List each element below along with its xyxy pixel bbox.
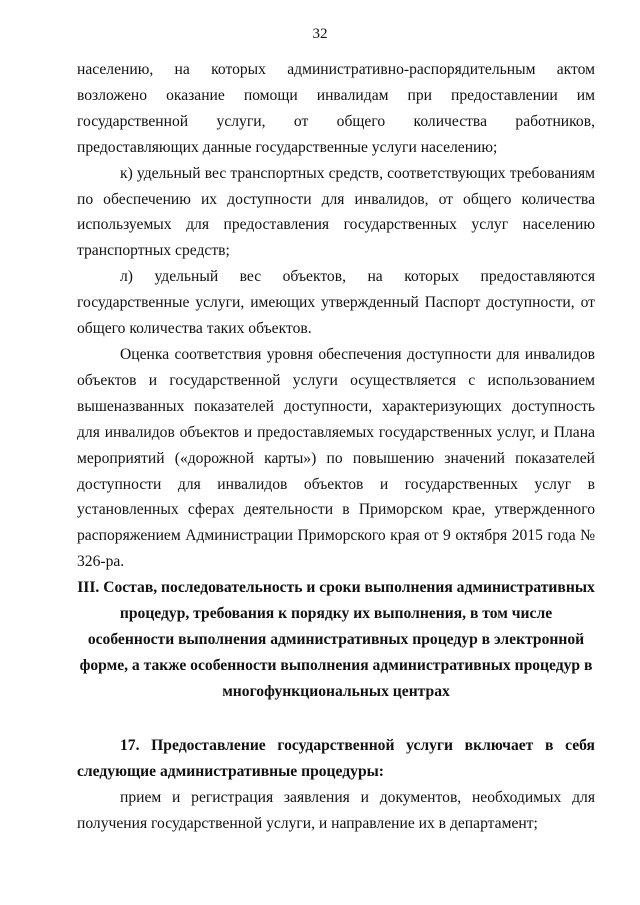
paragraph-item-l: л) удельный вес объектов, на которых предоставляются государственные услуги, имеющих утвержденный Паспорт доступности, от общего количества таких объектов.: [77, 268, 595, 338]
paragraph-item-k: к) удельный вес транспортных средств, соответствующих требованиям по обеспечению их доступности для инвалидов, от общего количества используемых для предоставления государственных услуг населению транспортных средств;: [77, 164, 595, 260]
body-text-upper: [77, 57, 595, 575]
paragraph-assessment: Оценка соответствия уровня обеспечения доступности для инвалидов объектов и государственной услуги осуществляется с использованием вышеназванных показателей доступности, характеризующих доступность для инвалидов объектов и предоставляемых государственных услуг, и Плана мероприятий («дорожной карты») по повышению значений показателей доступности для инвалидов объектов и государственных услуг в установленных сферах деятельности в Приморском крае, утвержденного распоряжением Администрации Приморского края от 9 октября 2015 года № 326-ра.: [77, 345, 595, 571]
clause-17-lead: 17. Предоставление государственной услуги включает в себя следующие административные процедуры:: [77, 737, 595, 780]
body-text-lower: [77, 733, 595, 837]
paragraph-continuation: населению, на которых административно-распорядительным актом возложено оказание помощи инвалидам при предоставлении им государственной услуги, от общего количества работников, предоставляющих данные государственные услуги населению;: [77, 61, 595, 156]
page-number: 32: [312, 26, 328, 42]
clause-17-item-1: прием и регистрация заявления и документов, необходимых для получения государственной услуги, и направление их в департамент;: [77, 788, 595, 832]
section-heading: III. Состав, последовательность и сроки выполнения административных процедур, требования к порядку их выполнения, в том числе особенности выполнения административных процедур в электронной форме, а также особенности выполнения административных процедур в многофункциональных центрах: [77, 579, 595, 700]
